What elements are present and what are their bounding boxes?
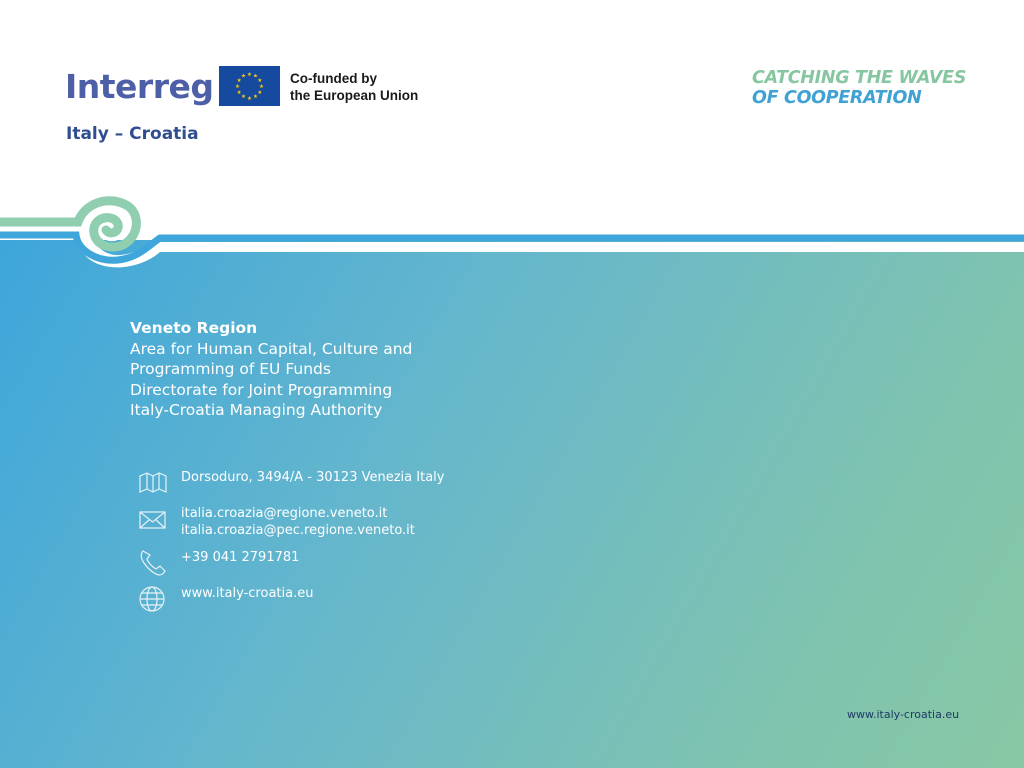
eu-star-icon: ★ — [257, 89, 263, 96]
interreg-logo: Interreg — [65, 67, 214, 106]
web-text — [181, 585, 313, 602]
email-address-primary[interactable]: italia.croazia@regione.veneto.it — [181, 506, 388, 521]
eu-flag-icon — [219, 66, 280, 106]
address-line: Italy-Croatia Managing Authority — [130, 401, 383, 419]
postal-address: Dorsoduro, 3494/A - 30123 Venezia Italy — [181, 470, 445, 485]
eu-line-1: Co-funded by — [290, 71, 377, 86]
globe-icon — [138, 584, 168, 612]
program-name: Italy – Croatia — [66, 124, 199, 144]
address-line: Programming of EU Funds — [130, 360, 331, 378]
eu-star-icon: ★ — [257, 77, 263, 84]
eu-star-icon: ★ — [236, 89, 242, 96]
eu-star-icon: ★ — [253, 94, 258, 101]
phone-icon — [138, 548, 168, 576]
eu-star-icon: ★ — [259, 83, 264, 90]
address-block — [130, 318, 412, 421]
eu-star-icon: ★ — [241, 73, 246, 80]
eu-star-icon: ★ — [253, 73, 258, 80]
mail-icon — [138, 504, 168, 532]
phone-text — [181, 549, 299, 566]
phone-number[interactable]: +39 041 2791781 — [181, 550, 300, 565]
tagline — [752, 68, 966, 108]
tagline-line-1: CATCHING THE WAVES — [752, 68, 967, 88]
map-icon — [138, 468, 168, 496]
footer-website-link[interactable]: www.italy-croatia.eu — [847, 708, 960, 721]
email-text — [181, 505, 415, 539]
eu-cofunded-text — [290, 70, 418, 104]
address-line: Directorate for Joint Programming — [130, 380, 393, 399]
email-address-pec[interactable]: italia.croazia@pec.regione.veneto.it — [181, 523, 415, 538]
eu-star-icon: ★ — [247, 71, 252, 78]
eu-line-2: the European Union — [290, 88, 419, 103]
address-line: Area for Human Capital, Culture and — [130, 339, 413, 358]
wave-decoration-icon — [0, 190, 1024, 280]
postal-address-text — [181, 469, 444, 486]
eu-star-icon: ★ — [247, 95, 252, 102]
eu-star-icon: ★ — [235, 83, 240, 90]
region-title: Veneto Region — [130, 319, 258, 337]
tagline-line-2: OF COOPERATION — [752, 88, 922, 108]
website-link[interactable]: www.italy-croatia.eu — [181, 586, 314, 601]
eu-star-icon: ★ — [241, 94, 246, 101]
eu-star-icon: ★ — [236, 77, 242, 84]
